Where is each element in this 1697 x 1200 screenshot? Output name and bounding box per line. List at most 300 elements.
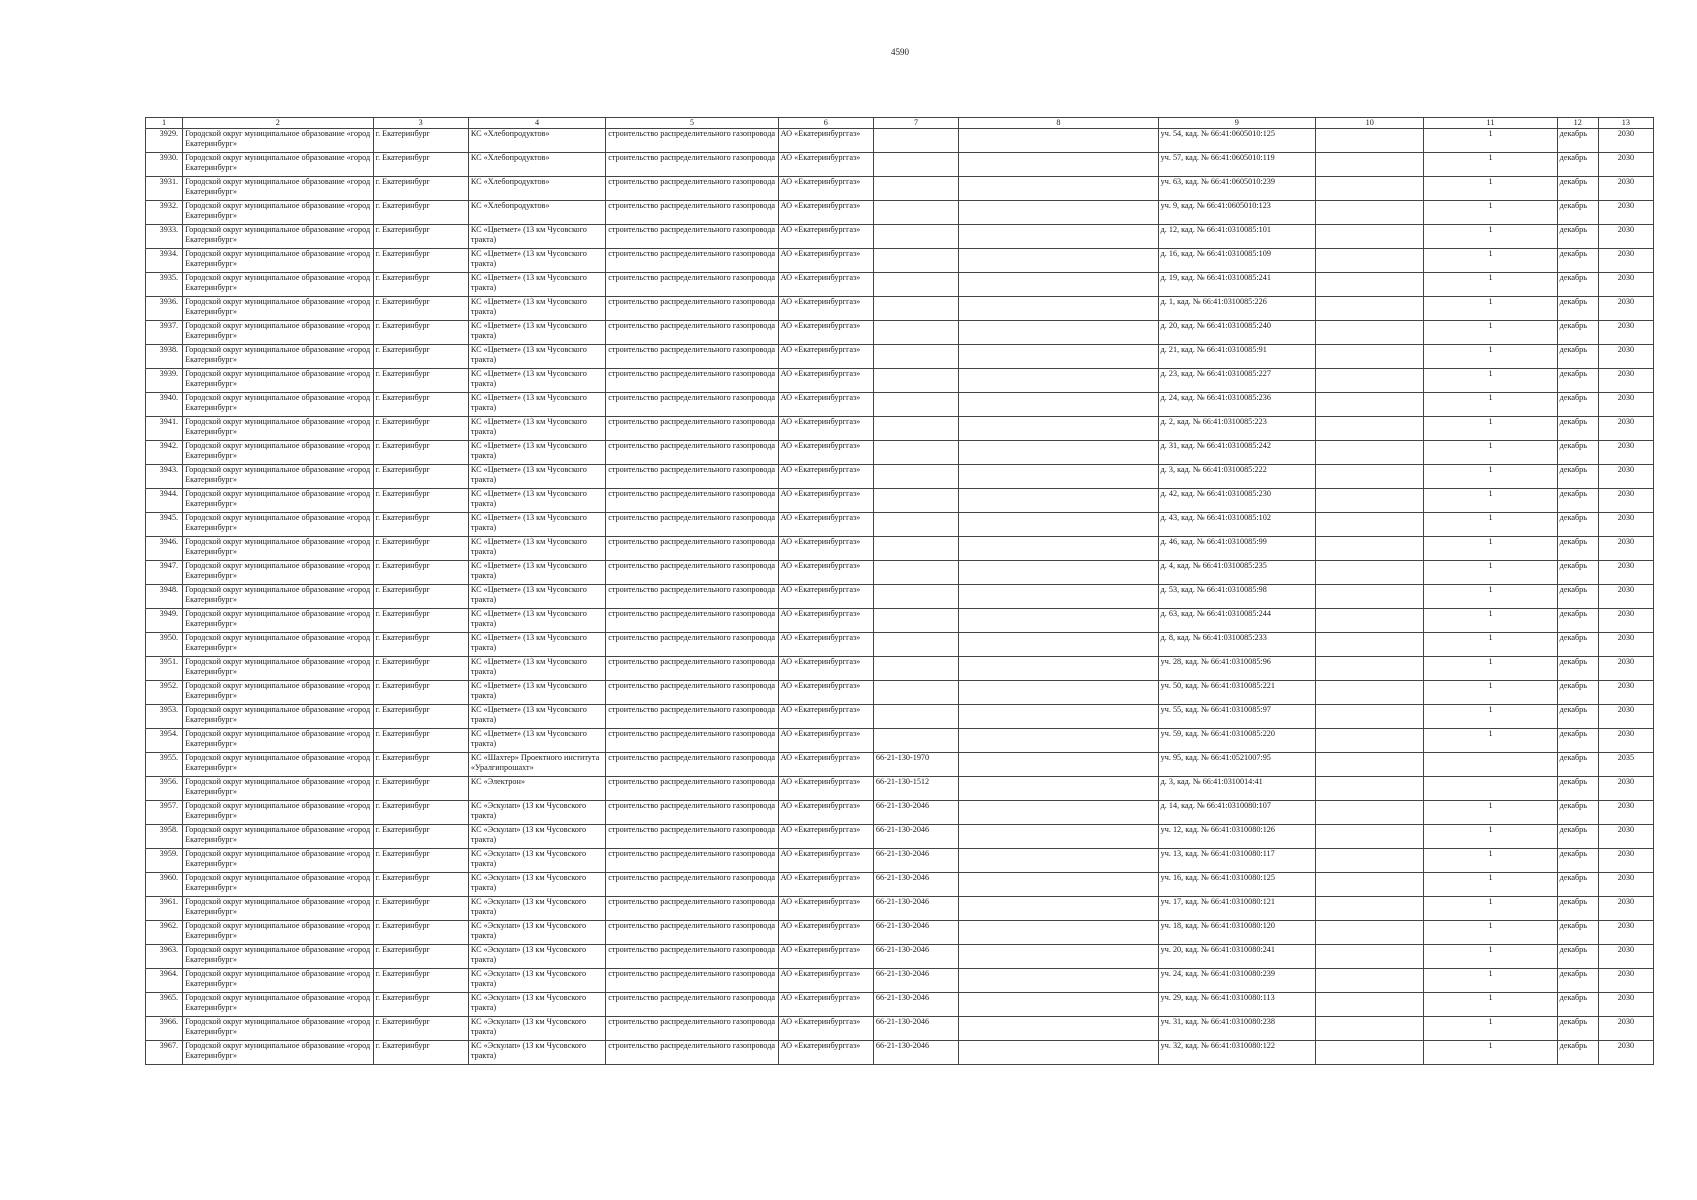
registry-code-cell (873, 393, 958, 417)
quantity-cell: 1 (1424, 153, 1557, 177)
cadastral-number-cell: уч. 59, кад. № 66:41:0310085:220 (1158, 729, 1315, 753)
table-row (146, 441, 1654, 465)
cadastral-number-cell: уч. 16, кад. № 66:41:0310080:125 (1158, 873, 1315, 897)
row-number-cell: 3932. (146, 201, 183, 225)
object-name-cell: КС «Цветмет» (13 км Чусовского тракта) (468, 249, 605, 273)
table-row (146, 729, 1654, 753)
header-cell: 10 (1316, 118, 1424, 129)
owner-cell: АО «Екатеринбурггаз» (778, 345, 873, 369)
object-name-cell: КС «Цветмет» (13 км Чусовского тракта) (468, 321, 605, 345)
year-cell: 2030 (1598, 273, 1653, 297)
quantity-cell: 1 (1424, 729, 1557, 753)
year-cell: 2030 (1598, 1041, 1653, 1065)
cell-8-cell (959, 993, 1159, 1017)
year-cell: 2030 (1598, 321, 1653, 345)
municipality-cell: Городской округ муниципальное образование «город Екатеринбург» (183, 609, 374, 633)
cell-10-cell (1316, 537, 1424, 561)
owner-cell: АО «Екатеринбурггаз» (778, 609, 873, 633)
registry-code-cell: 66-21-130-2046 (873, 1017, 958, 1041)
municipality-cell: Городской округ муниципальное образование «город Екатеринбург» (183, 777, 374, 801)
cell-8-cell (959, 609, 1159, 633)
object-name-cell: КС «Эскулап» (13 км Чусовского тракта) (468, 1017, 605, 1041)
cadastral-number-cell: д. 1, кад. № 66:41:0310085:226 (1158, 297, 1315, 321)
object-name-cell: КС «Цветмет» (13 км Чусовского тракта) (468, 297, 605, 321)
quantity-cell: 1 (1424, 297, 1557, 321)
cell-10-cell (1316, 369, 1424, 393)
cadastral-number-cell: уч. 17, кад. № 66:41:0310080:121 (1158, 897, 1315, 921)
table-row (146, 225, 1654, 249)
header-cell: 1 (146, 118, 183, 129)
table-row (146, 153, 1654, 177)
owner-cell: АО «Екатеринбурггаз» (778, 201, 873, 225)
object-name-cell: КС «Цветмет» (13 км Чусовского тракта) (468, 273, 605, 297)
quantity-cell: 1 (1424, 561, 1557, 585)
registry-code-cell (873, 681, 958, 705)
month-cell: декабрь (1557, 681, 1598, 705)
cell-10-cell (1316, 321, 1424, 345)
settlement-cell: г. Екатеринбург (373, 945, 468, 969)
table-row (146, 273, 1654, 297)
year-cell: 2030 (1598, 777, 1653, 801)
quantity-cell: 1 (1424, 345, 1557, 369)
cell-10-cell (1316, 729, 1424, 753)
registry-code-cell (873, 537, 958, 561)
object-name-cell: КС «Цветмет» (13 км Чусовского тракта) (468, 441, 605, 465)
cell-8-cell (959, 873, 1159, 897)
cadastral-number-cell: уч. 9, кад. № 66:41:0605010:123 (1158, 201, 1315, 225)
table-row (146, 633, 1654, 657)
municipality-cell: Городской округ муниципальное образование «город Екатеринбург» (183, 249, 374, 273)
cell-10-cell (1316, 681, 1424, 705)
cell-8-cell (959, 729, 1159, 753)
year-cell: 2030 (1598, 729, 1653, 753)
municipality-cell: Городской округ муниципальное образование «город Екатеринбург» (183, 729, 374, 753)
row-number-cell: 3952. (146, 681, 183, 705)
settlement-cell: г. Екатеринбург (373, 993, 468, 1017)
work-type-cell: строительство распределительного газопровода (606, 321, 778, 345)
year-cell: 2030 (1598, 681, 1653, 705)
cell-8-cell (959, 561, 1159, 585)
settlement-cell: г. Екатеринбург (373, 969, 468, 993)
cell-10-cell (1316, 657, 1424, 681)
object-name-cell: КС «Эскулап» (13 км Чусовского тракта) (468, 801, 605, 825)
cadastral-number-cell: д. 24, кад. № 66:41:0310085:236 (1158, 393, 1315, 417)
settlement-cell: г. Екатеринбург (373, 1017, 468, 1041)
cell-8-cell (959, 681, 1159, 705)
settlement-cell: г. Екатеринбург (373, 513, 468, 537)
table-row (146, 249, 1654, 273)
registry-code-cell (873, 321, 958, 345)
cadastral-number-cell: уч. 12, кад. № 66:41:0310080:126 (1158, 825, 1315, 849)
cadastral-number-cell: уч. 55, кад. № 66:41:0310085:97 (1158, 705, 1315, 729)
work-type-cell: строительство распределительного газопровода (606, 393, 778, 417)
registry-code-cell (873, 489, 958, 513)
table-row (146, 393, 1654, 417)
table-row (146, 969, 1654, 993)
cadastral-number-cell: уч. 18, кад. № 66:41:0310080:120 (1158, 921, 1315, 945)
cadastral-number-cell: д. 3, кад. № 66:41:0310085:222 (1158, 465, 1315, 489)
cell-8-cell (959, 369, 1159, 393)
quantity-cell: 1 (1424, 921, 1557, 945)
quantity-cell (1424, 777, 1557, 801)
object-name-cell: КС «Электрон» (468, 777, 605, 801)
quantity-cell: 1 (1424, 489, 1557, 513)
header-cell: 12 (1557, 118, 1598, 129)
row-number-cell: 3936. (146, 297, 183, 321)
object-name-cell: КС «Цветмет» (13 км Чусовского тракта) (468, 609, 605, 633)
object-name-cell: КС «Цветмет» (13 км Чусовского тракта) (468, 513, 605, 537)
cell-8-cell (959, 1017, 1159, 1041)
table-row (146, 945, 1654, 969)
object-name-cell: КС «Цветмет» (13 км Чусовского тракта) (468, 417, 605, 441)
settlement-cell: г. Екатеринбург (373, 729, 468, 753)
settlement-cell: г. Екатеринбург (373, 369, 468, 393)
registry-code-cell (873, 465, 958, 489)
month-cell: декабрь (1557, 1017, 1598, 1041)
quantity-cell: 1 (1424, 465, 1557, 489)
cell-10-cell (1316, 345, 1424, 369)
municipality-cell: Городской округ муниципальное образование «город Екатеринбург» (183, 705, 374, 729)
cell-8-cell (959, 801, 1159, 825)
cell-10-cell (1316, 201, 1424, 225)
quantity-cell: 1 (1424, 201, 1557, 225)
owner-cell: АО «Екатеринбурггаз» (778, 153, 873, 177)
registry-code-cell: 66-21-130-2046 (873, 969, 958, 993)
municipality-cell: Городской округ муниципальное образование «город Екатеринбург» (183, 969, 374, 993)
header-cell: 4 (468, 118, 605, 129)
row-number-cell: 3930. (146, 153, 183, 177)
table-row (146, 993, 1654, 1017)
row-number-cell: 3966. (146, 1017, 183, 1041)
object-name-cell: КС «Эскулап» (13 км Чусовского тракта) (468, 873, 605, 897)
quantity-cell: 1 (1424, 249, 1557, 273)
settlement-cell: г. Екатеринбург (373, 489, 468, 513)
month-cell: декабрь (1557, 657, 1598, 681)
settlement-cell: г. Екатеринбург (373, 849, 468, 873)
object-name-cell: КС «Цветмет» (13 км Чусовского тракта) (468, 657, 605, 681)
owner-cell: АО «Екатеринбурггаз» (778, 393, 873, 417)
cadastral-number-cell: д. 12, кад. № 66:41:0310085:101 (1158, 225, 1315, 249)
work-type-cell: строительство распределительного газопровода (606, 873, 778, 897)
object-name-cell: КС «Хлебопродуктов» (468, 201, 605, 225)
owner-cell: АО «Екатеринбурггаз» (778, 249, 873, 273)
municipality-cell: Городской округ муниципальное образование «город Екатеринбург» (183, 945, 374, 969)
month-cell: декабрь (1557, 201, 1598, 225)
month-cell: декабрь (1557, 417, 1598, 441)
registry-code-cell (873, 273, 958, 297)
object-name-cell: КС «Цветмет» (13 км Чусовского тракта) (468, 225, 605, 249)
table-row (146, 297, 1654, 321)
table-row (146, 129, 1654, 153)
cell-10-cell (1316, 249, 1424, 273)
cell-10-cell (1316, 969, 1424, 993)
cell-10-cell (1316, 633, 1424, 657)
month-cell: декабрь (1557, 801, 1598, 825)
municipality-cell: Городской округ муниципальное образование «город Екатеринбург» (183, 561, 374, 585)
cadastral-number-cell: уч. 54, кад. № 66:41:0605010:125 (1158, 129, 1315, 153)
row-number-cell: 3955. (146, 753, 183, 777)
year-cell: 2030 (1598, 561, 1653, 585)
quantity-cell: 1 (1424, 441, 1557, 465)
month-cell: декабрь (1557, 753, 1598, 777)
cadastral-number-cell: д. 3, кад. № 66:41:0310014:41 (1158, 777, 1315, 801)
settlement-cell: г. Екатеринбург (373, 801, 468, 825)
municipality-cell: Городской округ муниципальное образование «город Екатеринбург» (183, 489, 374, 513)
owner-cell: АО «Екатеринбурггаз» (778, 177, 873, 201)
table-row (146, 777, 1654, 801)
settlement-cell: г. Екатеринбург (373, 297, 468, 321)
table-row (146, 801, 1654, 825)
owner-cell: АО «Екатеринбурггаз» (778, 561, 873, 585)
settlement-cell: г. Екатеринбург (373, 1041, 468, 1065)
work-type-cell: строительство распределительного газопровода (606, 561, 778, 585)
month-cell: декабрь (1557, 129, 1598, 153)
cadastral-number-cell: уч. 63, кад. № 66:41:0605010:239 (1158, 177, 1315, 201)
month-cell: декабрь (1557, 561, 1598, 585)
cell-8-cell (959, 393, 1159, 417)
settlement-cell: г. Екатеринбург (373, 273, 468, 297)
cadastral-number-cell: д. 23, кад. № 66:41:0310085:227 (1158, 369, 1315, 393)
work-type-cell: строительство распределительного газопровода (606, 225, 778, 249)
work-type-cell: строительство распределительного газопровода (606, 297, 778, 321)
quantity-cell: 1 (1424, 825, 1557, 849)
row-number-cell: 3945. (146, 513, 183, 537)
row-number-cell: 3963. (146, 945, 183, 969)
row-number-cell: 3960. (146, 873, 183, 897)
table-body (146, 129, 1654, 1065)
month-cell: декабрь (1557, 945, 1598, 969)
table-row (146, 345, 1654, 369)
work-type-cell: строительство распределительного газопровода (606, 969, 778, 993)
cell-8-cell (959, 297, 1159, 321)
month-cell: декабрь (1557, 897, 1598, 921)
cell-10-cell (1316, 441, 1424, 465)
cadastral-number-cell: д. 2, кад. № 66:41:0310085:223 (1158, 417, 1315, 441)
owner-cell: АО «Екатеринбурггаз» (778, 585, 873, 609)
table-row (146, 849, 1654, 873)
month-cell: декабрь (1557, 297, 1598, 321)
work-type-cell: строительство распределительного газопровода (606, 489, 778, 513)
table-row (146, 705, 1654, 729)
cell-10-cell (1316, 777, 1424, 801)
quantity-cell: 1 (1424, 945, 1557, 969)
work-type-cell: строительство распределительного газопровода (606, 705, 778, 729)
row-number-cell: 3940. (146, 393, 183, 417)
work-type-cell: строительство распределительного газопровода (606, 153, 778, 177)
settlement-cell: г. Екатеринбург (373, 177, 468, 201)
registry-code-cell: 66-21-130-2046 (873, 921, 958, 945)
object-name-cell: КС «Эскулап» (13 км Чусовского тракта) (468, 849, 605, 873)
work-type-cell: строительство распределительного газопровода (606, 585, 778, 609)
cadastral-number-cell: д. 43, кад. № 66:41:0310085:102 (1158, 513, 1315, 537)
municipality-cell: Городской округ муниципальное образование «город Екатеринбург» (183, 201, 374, 225)
owner-cell: АО «Екатеринбурггаз» (778, 441, 873, 465)
cell-8-cell (959, 945, 1159, 969)
table-row (146, 465, 1654, 489)
table-row (146, 1017, 1654, 1041)
settlement-cell: г. Екатеринбург (373, 225, 468, 249)
quantity-cell: 1 (1424, 417, 1557, 441)
month-cell: декабрь (1557, 777, 1598, 801)
object-name-cell: КС «Эскулап» (13 км Чусовского тракта) (468, 825, 605, 849)
owner-cell: АО «Екатеринбурггаз» (778, 1041, 873, 1065)
year-cell: 2030 (1598, 297, 1653, 321)
owner-cell: АО «Екатеринбурггаз» (778, 873, 873, 897)
settlement-cell: г. Екатеринбург (373, 465, 468, 489)
cell-10-cell (1316, 873, 1424, 897)
year-cell: 2030 (1598, 489, 1653, 513)
registry-code-cell (873, 633, 958, 657)
settlement-cell: г. Екатеринбург (373, 417, 468, 441)
object-name-cell: КС «Эскулап» (13 км Чусовского тракта) (468, 921, 605, 945)
work-type-cell: строительство распределительного газопровода (606, 945, 778, 969)
municipality-cell: Городской округ муниципальное образование «город Екатеринбург» (183, 633, 374, 657)
work-type-cell: строительство распределительного газопровода (606, 513, 778, 537)
table-row (146, 753, 1654, 777)
year-cell: 2030 (1598, 177, 1653, 201)
cadastral-number-cell: уч. 13, кад. № 66:41:0310080:117 (1158, 849, 1315, 873)
owner-cell: АО «Екатеринбурггаз» (778, 849, 873, 873)
table-row (146, 873, 1654, 897)
year-cell: 2030 (1598, 801, 1653, 825)
cadastral-number-cell: уч. 28, кад. № 66:41:0310085:96 (1158, 657, 1315, 681)
month-cell: декабрь (1557, 729, 1598, 753)
row-number-cell: 3959. (146, 849, 183, 873)
cell-8-cell (959, 249, 1159, 273)
settlement-cell: г. Екатеринбург (373, 633, 468, 657)
row-number-cell: 3962. (146, 921, 183, 945)
work-type-cell: строительство распределительного газопровода (606, 345, 778, 369)
municipality-cell: Городской округ муниципальное образование «город Екатеринбург» (183, 297, 374, 321)
cadastral-number-cell: д. 20, кад. № 66:41:0310085:240 (1158, 321, 1315, 345)
row-number-cell: 3933. (146, 225, 183, 249)
cell-10-cell (1316, 129, 1424, 153)
row-number-cell: 3950. (146, 633, 183, 657)
settlement-cell: г. Екатеринбург (373, 393, 468, 417)
settlement-cell: г. Екатеринбург (373, 681, 468, 705)
cell-10-cell (1316, 801, 1424, 825)
quantity-cell: 1 (1424, 633, 1557, 657)
owner-cell: АО «Екатеринбурггаз» (778, 297, 873, 321)
registry-code-cell: 66-21-130-2046 (873, 945, 958, 969)
owner-cell: АО «Екатеринбурггаз» (778, 825, 873, 849)
cell-8-cell (959, 585, 1159, 609)
cadastral-number-cell: уч. 29, кад. № 66:41:0310080:113 (1158, 993, 1315, 1017)
quantity-cell: 1 (1424, 177, 1557, 201)
owner-cell: АО «Екатеринбурггаз» (778, 681, 873, 705)
registry-code-cell (873, 297, 958, 321)
year-cell: 2030 (1598, 369, 1653, 393)
cell-10-cell (1316, 561, 1424, 585)
municipality-cell: Городской округ муниципальное образование «город Екатеринбург» (183, 849, 374, 873)
row-number-cell: 3961. (146, 897, 183, 921)
quantity-cell: 1 (1424, 897, 1557, 921)
quantity-cell: 1 (1424, 705, 1557, 729)
cell-8-cell (959, 825, 1159, 849)
year-cell: 2030 (1598, 465, 1653, 489)
cell-8-cell (959, 489, 1159, 513)
owner-cell: АО «Екатеринбурггаз» (778, 369, 873, 393)
object-name-cell: КС «Цветмет» (13 км Чусовского тракта) (468, 633, 605, 657)
owner-cell: АО «Екатеринбурггаз» (778, 945, 873, 969)
header-cell: 6 (778, 118, 873, 129)
registry-code-cell: 66-21-130-2046 (873, 849, 958, 873)
cell-10-cell (1316, 417, 1424, 441)
settlement-cell: г. Екатеринбург (373, 777, 468, 801)
settlement-cell: г. Екатеринбург (373, 561, 468, 585)
table-row (146, 417, 1654, 441)
work-type-cell: строительство распределительного газопровода (606, 657, 778, 681)
cell-8-cell (959, 465, 1159, 489)
settlement-cell: г. Екатеринбург (373, 825, 468, 849)
row-number-cell: 3929. (146, 129, 183, 153)
object-name-cell: КС «Эскулап» (13 км Чусовского тракта) (468, 1041, 605, 1065)
municipality-cell: Городской округ муниципальное образование «город Екатеринбург» (183, 585, 374, 609)
municipality-cell: Городской округ муниципальное образование «город Екатеринбург» (183, 897, 374, 921)
cell-8-cell (959, 129, 1159, 153)
owner-cell: АО «Екатеринбурггаз» (778, 801, 873, 825)
month-cell: декабрь (1557, 321, 1598, 345)
settlement-cell: г. Екатеринбург (373, 345, 468, 369)
cell-8-cell (959, 153, 1159, 177)
work-type-cell: строительство распределительного газопровода (606, 921, 778, 945)
municipality-cell: Городской округ муниципальное образование «город Екатеринбург» (183, 177, 374, 201)
month-cell: декабрь (1557, 873, 1598, 897)
table-row (146, 369, 1654, 393)
municipality-cell: Городской округ муниципальное образование «город Екатеринбург» (183, 801, 374, 825)
row-number-cell: 3948. (146, 585, 183, 609)
cell-10-cell (1316, 945, 1424, 969)
registry-code-cell: 66-21-130-2046 (873, 825, 958, 849)
cadastral-number-cell: д. 16, кад. № 66:41:0310085:109 (1158, 249, 1315, 273)
table-row (146, 681, 1654, 705)
table-row (146, 609, 1654, 633)
owner-cell: АО «Екатеринбурггаз» (778, 729, 873, 753)
owner-cell: АО «Екатеринбурггаз» (778, 633, 873, 657)
work-type-cell: строительство распределительного газопровода (606, 729, 778, 753)
year-cell: 2030 (1598, 537, 1653, 561)
settlement-cell: г. Екатеринбург (373, 609, 468, 633)
registry-code-cell (873, 585, 958, 609)
quantity-cell: 1 (1424, 393, 1557, 417)
cell-10-cell (1316, 393, 1424, 417)
object-name-cell: КС «Цветмет» (13 км Чусовского тракта) (468, 465, 605, 489)
work-type-cell: строительство распределительного газопровода (606, 681, 778, 705)
year-cell: 2030 (1598, 921, 1653, 945)
registry-code-cell (873, 201, 958, 225)
month-cell: декабрь (1557, 249, 1598, 273)
month-cell: декабрь (1557, 705, 1598, 729)
work-type-cell: строительство распределительного газопровода (606, 993, 778, 1017)
year-cell: 2030 (1598, 417, 1653, 441)
quantity-cell: 1 (1424, 129, 1557, 153)
month-cell: декабрь (1557, 921, 1598, 945)
work-type-cell: строительство распределительного газопровода (606, 537, 778, 561)
quantity-cell: 1 (1424, 681, 1557, 705)
cadastral-number-cell: уч. 31, кад. № 66:41:0310080:238 (1158, 1017, 1315, 1041)
object-name-cell: КС «Хлебопродуктов» (468, 153, 605, 177)
row-number-cell: 3956. (146, 777, 183, 801)
quantity-cell: 1 (1424, 1017, 1557, 1041)
cell-10-cell (1316, 1017, 1424, 1041)
municipality-cell: Городской округ муниципальное образование «город Екатеринбург» (183, 513, 374, 537)
registry-code-cell (873, 561, 958, 585)
header-cell: 11 (1424, 118, 1557, 129)
owner-cell: АО «Екатеринбурггаз» (778, 321, 873, 345)
settlement-cell: г. Екатеринбург (373, 537, 468, 561)
year-cell: 2030 (1598, 225, 1653, 249)
owner-cell: АО «Екатеринбурггаз» (778, 657, 873, 681)
